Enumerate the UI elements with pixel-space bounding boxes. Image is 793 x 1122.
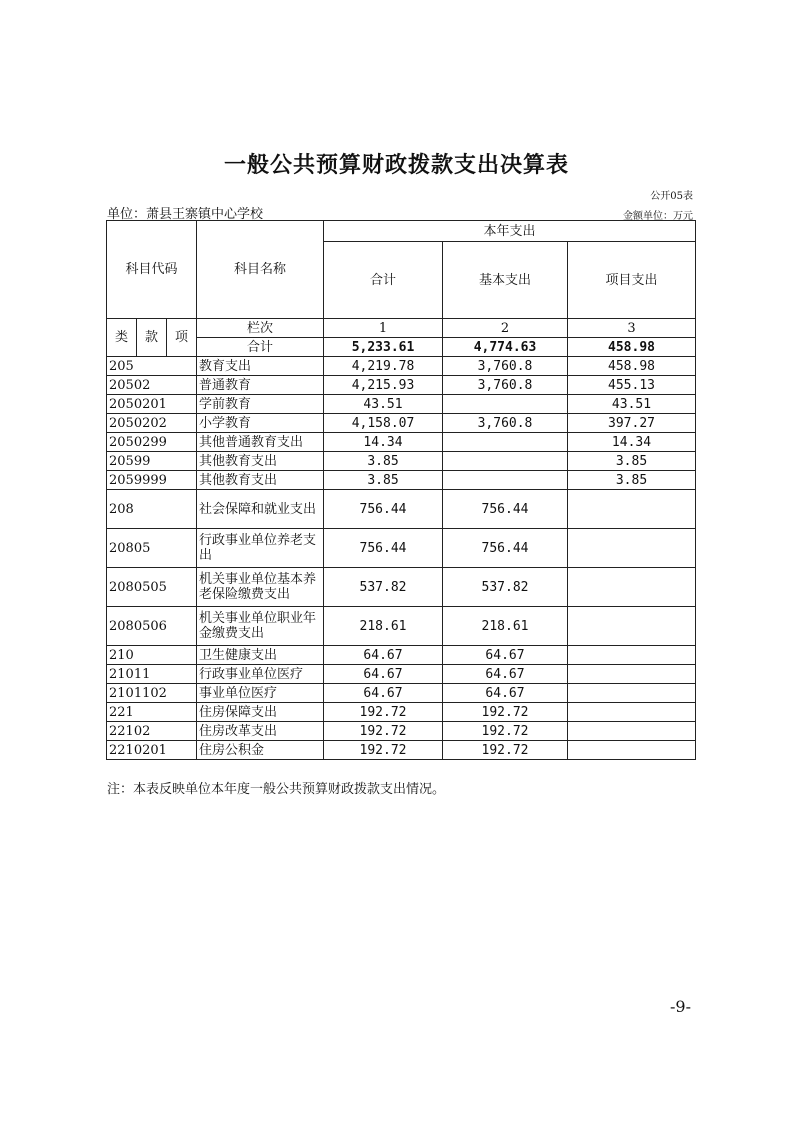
page-number: -9- — [670, 997, 691, 1016]
table-row — [107, 376, 696, 395]
header-lei: 类 — [107, 319, 137, 357]
header-total: 合计 — [324, 242, 443, 319]
row-total: 3.85 — [324, 452, 443, 471]
row-total: 64.67 — [324, 665, 443, 684]
table-row — [107, 741, 696, 760]
row-basic — [443, 471, 568, 490]
row-code: 20805 — [107, 529, 197, 568]
row-project — [568, 568, 696, 607]
row-name: 其他普通教育支出 — [197, 433, 324, 452]
row-total: 4,215.93 — [324, 376, 443, 395]
header-col1: 1 — [324, 319, 443, 338]
row-basic: 537.82 — [443, 568, 568, 607]
row-name: 住房公积金 — [197, 741, 324, 760]
table-row — [107, 395, 696, 414]
row-basic: 192.72 — [443, 741, 568, 760]
table-row — [107, 357, 696, 376]
row-basic — [443, 433, 568, 452]
row-total: 192.72 — [324, 703, 443, 722]
row-total: 64.67 — [324, 646, 443, 665]
form-number: 公开05表 — [650, 191, 693, 202]
row-code: 22102 — [107, 722, 197, 741]
row-total: 756.44 — [324, 529, 443, 568]
row-name: 住房保障支出 — [197, 703, 324, 722]
row-project — [568, 684, 696, 703]
row-code: 210 — [107, 646, 197, 665]
row-code: 205 — [107, 357, 197, 376]
table-row — [107, 433, 696, 452]
row-name: 卫生健康支出 — [197, 646, 324, 665]
row-basic: 192.72 — [443, 722, 568, 741]
table-row — [107, 607, 696, 646]
row-basic: 3,760.8 — [443, 376, 568, 395]
row-code: 221 — [107, 703, 197, 722]
row-total: 14.34 — [324, 433, 443, 452]
table-row — [107, 703, 696, 722]
header-name: 科目名称 — [197, 221, 324, 319]
row-name: 其他教育支出 — [197, 471, 324, 490]
table-row — [107, 722, 696, 741]
page-title: 一般公共预算财政拨款支出决算表 — [223, 153, 569, 178]
row-code: 208 — [107, 490, 197, 529]
table-row — [107, 646, 696, 665]
expenditure-table — [106, 220, 696, 760]
row-total: 218.61 — [324, 607, 443, 646]
sum-label: 合计 — [197, 338, 324, 357]
header-basic: 基本支出 — [443, 242, 568, 319]
row-project: 14.34 — [568, 433, 696, 452]
row-project: 458.98 — [568, 357, 696, 376]
row-project: 3.85 — [568, 452, 696, 471]
header-xiang: 项 — [167, 319, 197, 357]
header-code: 科目代码 — [107, 221, 197, 319]
row-total: 192.72 — [324, 722, 443, 741]
row-total: 64.67 — [324, 684, 443, 703]
row-total: 4,219.78 — [324, 357, 443, 376]
table-row — [107, 684, 696, 703]
row-basic: 756.44 — [443, 529, 568, 568]
row-code: 2050202 — [107, 414, 197, 433]
row-project — [568, 665, 696, 684]
row-basic: 218.61 — [443, 607, 568, 646]
row-name: 普通教育 — [197, 376, 324, 395]
table-row — [107, 529, 696, 568]
header-col3: 3 — [568, 319, 696, 338]
sum-total: 5,233.61 — [324, 338, 443, 357]
row-project — [568, 490, 696, 529]
row-name: 行政事业单位医疗 — [197, 665, 324, 684]
row-basic: 192.72 — [443, 703, 568, 722]
row-project — [568, 741, 696, 760]
row-project — [568, 722, 696, 741]
table-note: 注：本表反映单位本年度一般公共预算财政拨款支出情况。 — [107, 782, 446, 797]
unit-label: 单位：萧县王寨镇中心学校 — [107, 207, 264, 222]
header-current-year: 本年支出 — [324, 221, 696, 242]
row-basic: 756.44 — [443, 490, 568, 529]
row-basic: 64.67 — [443, 665, 568, 684]
row-project — [568, 529, 696, 568]
row-name: 社会保障和就业支出 — [197, 490, 324, 529]
row-project: 397.27 — [568, 414, 696, 433]
row-project: 3.85 — [568, 471, 696, 490]
row-total: 43.51 — [324, 395, 443, 414]
row-code: 2059999 — [107, 471, 197, 490]
row-code: 2050201 — [107, 395, 197, 414]
table-body — [107, 357, 696, 760]
row-name: 机关事业单位基本养老保险缴费支出 — [197, 568, 324, 607]
header-project: 项目支出 — [568, 242, 696, 319]
row-project — [568, 607, 696, 646]
row-code: 2101102 — [107, 684, 197, 703]
row-basic: 3,760.8 — [443, 414, 568, 433]
row-name: 事业单位医疗 — [197, 684, 324, 703]
row-basic: 3,760.8 — [443, 357, 568, 376]
row-name: 住房改革支出 — [197, 722, 324, 741]
row-name: 教育支出 — [197, 357, 324, 376]
sum-project: 458.98 — [568, 338, 696, 357]
row-name: 小学教育 — [197, 414, 324, 433]
row-basic — [443, 395, 568, 414]
row-total: 192.72 — [324, 741, 443, 760]
row-name: 行政事业单位养老支出 — [197, 529, 324, 568]
table-row — [107, 414, 696, 433]
row-code: 20502 — [107, 376, 197, 395]
row-name: 学前教育 — [197, 395, 324, 414]
row-code: 2210201 — [107, 741, 197, 760]
row-project — [568, 703, 696, 722]
row-name: 机关事业单位职业年金缴费支出 — [197, 607, 324, 646]
header-column-order: 栏次 — [197, 319, 324, 338]
table-row — [107, 490, 696, 529]
row-total: 537.82 — [324, 568, 443, 607]
table-row — [107, 568, 696, 607]
row-code: 2080505 — [107, 568, 197, 607]
row-project — [568, 646, 696, 665]
row-project: 43.51 — [568, 395, 696, 414]
row-total: 756.44 — [324, 490, 443, 529]
table-header — [107, 221, 696, 357]
row-basic: 64.67 — [443, 646, 568, 665]
header-kuan: 款 — [137, 319, 167, 357]
table-row — [107, 452, 696, 471]
table-row — [107, 665, 696, 684]
row-code: 21011 — [107, 665, 197, 684]
row-total: 4,158.07 — [324, 414, 443, 433]
amount-unit-label: 金额单位：万元 — [623, 211, 693, 222]
row-total: 3.85 — [324, 471, 443, 490]
table-row — [107, 471, 696, 490]
header-col2: 2 — [443, 319, 568, 338]
sum-basic: 4,774.63 — [443, 338, 568, 357]
row-name: 其他教育支出 — [197, 452, 324, 471]
row-project: 455.13 — [568, 376, 696, 395]
row-code: 2050299 — [107, 433, 197, 452]
row-code: 20599 — [107, 452, 197, 471]
row-code: 2080506 — [107, 607, 197, 646]
row-basic — [443, 452, 568, 471]
row-basic: 64.67 — [443, 684, 568, 703]
